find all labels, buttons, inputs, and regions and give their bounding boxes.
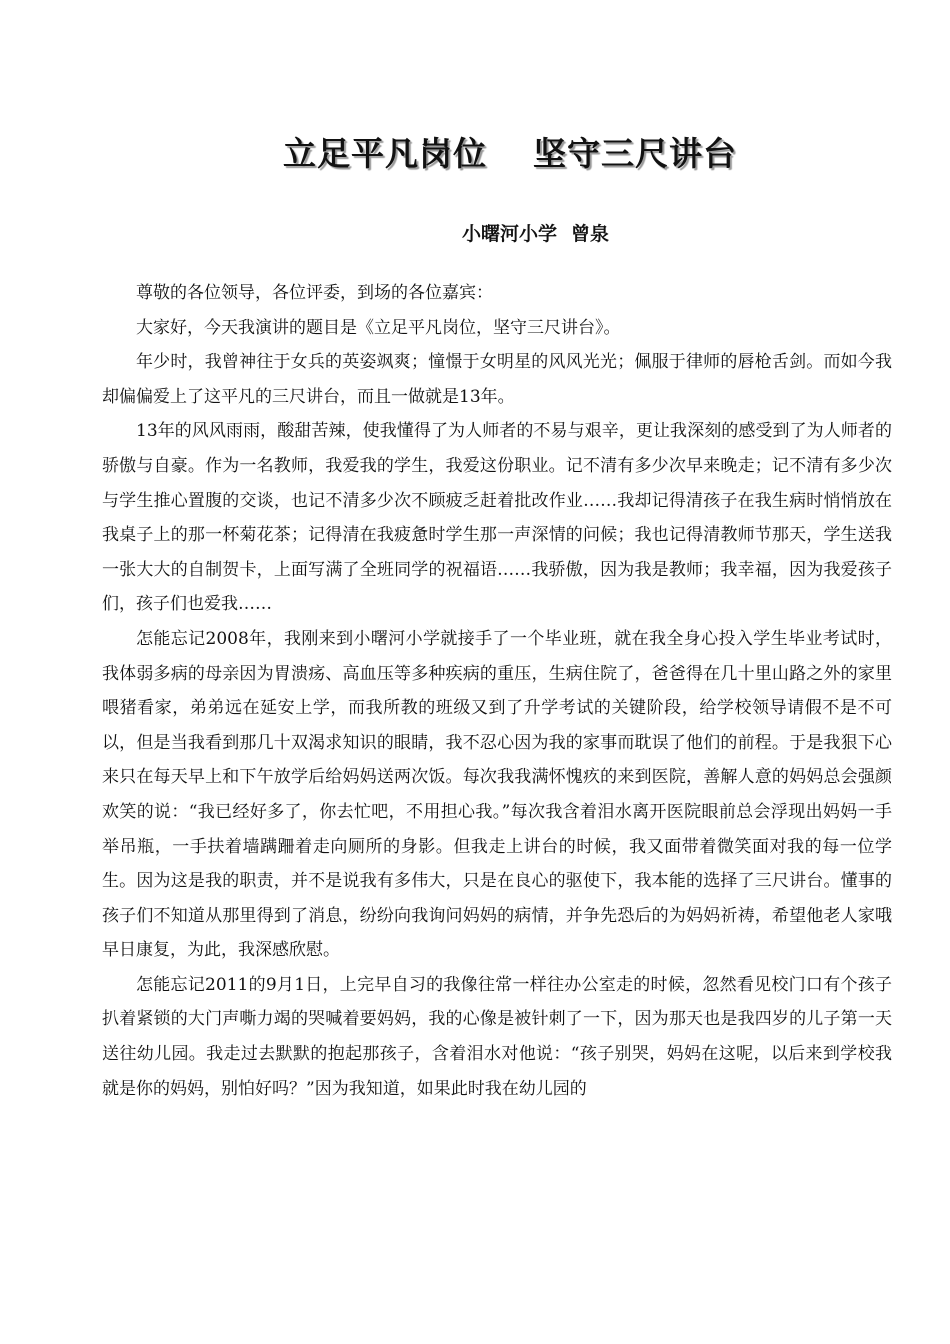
school-name: 小曙河小学	[462, 223, 558, 245]
author-name: 曾泉	[571, 223, 610, 245]
paragraph-2008: 怎能忘记2008年，我刚来到小曙河小学就接手了一个毕业班，就在我全身心投入学生毕业考试时，我体弱多病的母亲因为胃溃疡、高血压等多种疾病的重压，生病住院了，爸爸得在几十里山路之外的家里喂猪看家，弟弟远在延安上学，而我所教的班级又到了升学考试的关键阶段，给学校领导请假不是不可以，但是当我看到那几十双渴求知识的眼睛，我不忍心因为我的家事而耽误了他们的前程。于是我狠下心来只在每天早上和下午放学后给妈妈送两次饭。每次我我满怀愧疚的来到医院，善解人意的妈妈总会强颜欢笑的说：“我已经好多了，你去忙吧，不用担心我。”每次我含着泪水离开医院眼前总会浮现出妈妈一手举吊瓶，一手扶着墙蹒跚着走向厕所的身影。但我走上讲台的时候，我又面带着微笑面对我的每一位学生。因为这是我的职责，并不是说我有多伟大，只是在良心的驱使下，我本能的选择了三尺讲台。懂事的孩子们不知道从那里得到了消息，纷纷向我询问妈妈的病情，并争先恐后的为妈妈祈祷，希望他老人家哦早日康复，为此，我深感欣慰。	[102, 628, 892, 961]
title-part-2: 坚守三尺讲台	[533, 134, 737, 173]
paragraph-greeting: 大家好，今天我演讲的题目是《立足平凡岗位，坚守三尺讲台》。	[136, 317, 621, 338]
speech-body	[102, 276, 892, 1106]
author-byline	[462, 219, 609, 246]
title-part-1: 立足平凡岗位	[283, 134, 487, 173]
paragraph-thirteen-years: 13年的风风雨雨，酸甜苦辣，使我懂得了为人师者的不易与艰辛，更让我深刻的感受到了为人师者的骄傲与自豪。作为一名教师，我爱我的学生，我爱这份职业。记不清有多少次早来晚走；记不清有多少次与学生推心置腹的交谈，也记不清多少次不顾疲乏赶着批改作业……我却记得清孩子在我生病时悄悄放在我桌子上的那一杯菊花茶；记得清在我疲惫时学生那一声深情的问候；我也记得清教师节那天，学生送我一张大大的自制贺卡，上面写满了全班同学的祝福语……我骄傲，因为我是教师；我幸福，因为我爱孩子们，孩子们也爱我……	[102, 421, 892, 615]
paragraph-2011: 怎能忘记2011的9月1日，上完早自习的我像往常一样往办公室走的时候，忽然看见校门口有个孩子扒着紧锁的大门声嘶力竭的哭喊着要妈妈，我的心像是被针刺了一下，因为那天也是我四岁的儿子第一天送往幼儿园。我走过去默默的抱起那孩子，含着泪水对他说：“孩子别哭，妈妈在这呢，以后来到学校我就是你的妈妈，别怕好吗？”因为我知道，如果此时我在幼儿园的	[102, 974, 892, 1099]
document-title	[0, 128, 950, 175]
paragraph-youth: 年少时，我曾神往于女兵的英姿飒爽；憧憬于女明星的风风光光；佩服于律师的唇枪舌剑。而如今我却偏偏爱上了这平凡的三尺讲台，而且一做就是13年。	[102, 352, 892, 407]
paragraph-salutation: 尊敬的各位领导，各位评委，到场的各位嘉宾：	[136, 283, 493, 303]
